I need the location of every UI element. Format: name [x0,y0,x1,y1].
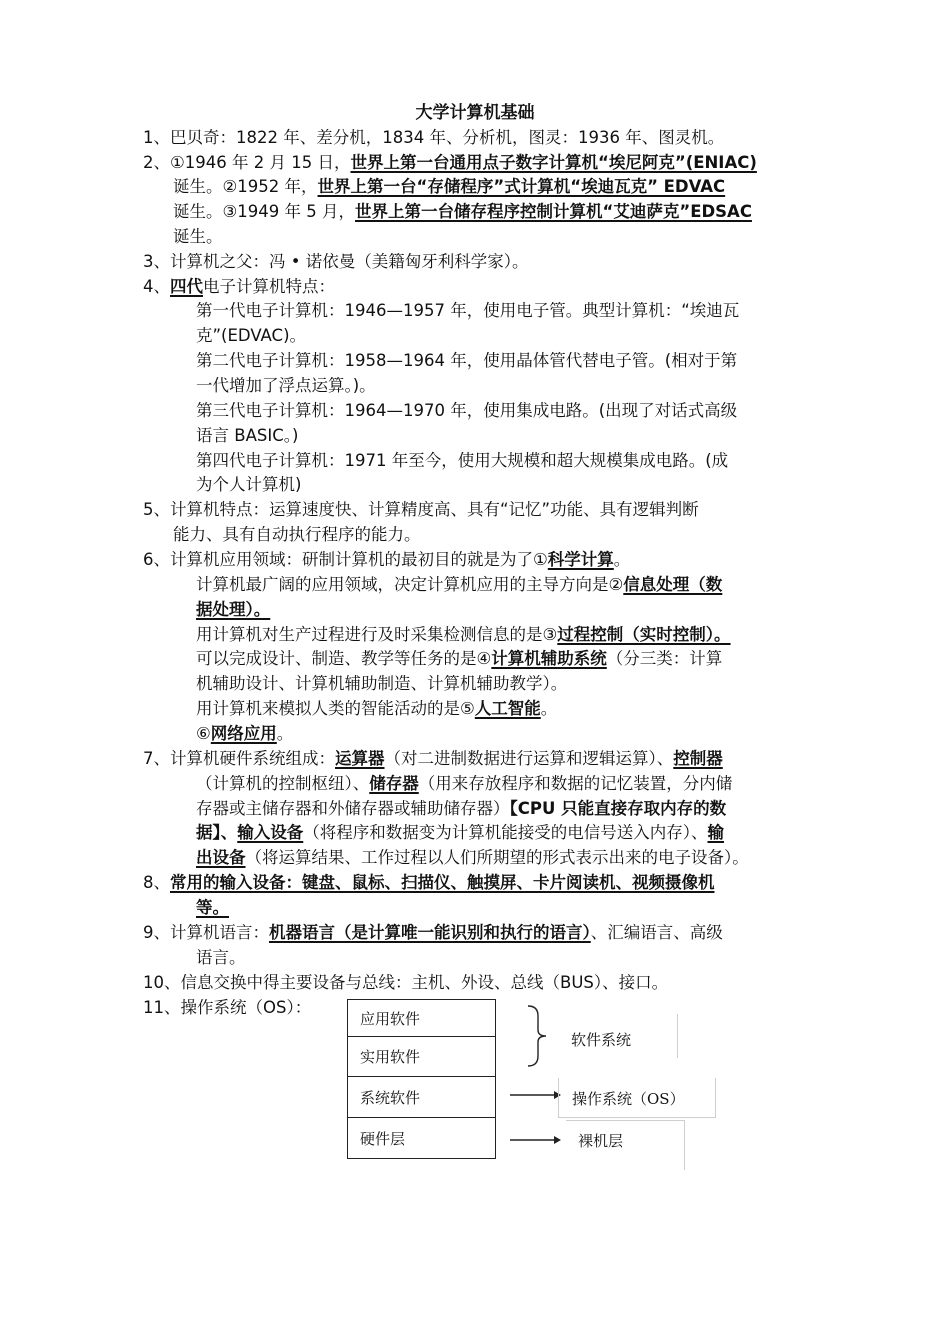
text-line [173,176,725,198]
arrow-right-icon [510,1133,562,1147]
bare-machine-label: 裸机层 [578,1132,624,1150]
text-run: 计算机最广阔的应用领域，决定计算机应用的主导方向是② [196,575,624,594]
text-run: 3、计算机之父：冯 • 诺依曼（美籍匈牙利科学家）。 [143,252,529,271]
text-run: 。 [613,550,631,569]
text-run: 诞生。②1952 年， [173,177,318,196]
text-run: 8、 [143,873,170,892]
box-edge [715,1078,716,1118]
text-line [196,400,737,422]
emphasized-text: 世界上第一台储存程序控制计算机“艾迪萨克”EDSAC [355,202,752,221]
box-edge [566,1120,684,1121]
text-run: 克”(EDVAC)。 [196,326,307,345]
text-line [143,549,630,571]
emphasized-text: 网络应用 [210,724,277,743]
layer-label: 硬件层 [360,1129,406,1148]
text-line [143,922,723,944]
text-run: 1、巴贝奇：1822 年、差分机，1834 年、分析机，图灵：1936 年、图灵机。 [143,128,725,147]
text-line [196,698,557,720]
text-run: 语言。 [196,948,246,967]
text-line [196,947,246,969]
software-system-label: 软件系统 [571,1031,632,1049]
text-line [143,997,311,1019]
layer-hardware [347,1117,496,1159]
text-run: 。 [276,724,294,743]
emphasized-text: 科学计算 [547,550,614,569]
text-run: （计算机的控制枢纽）、 [196,774,370,793]
text-run: 6、计算机应用领域：研制计算机的最初目的就是为了① [143,550,548,569]
text-line [196,624,731,646]
emphasized-text: 储存器 [369,774,419,793]
text-run: 4、 [143,277,170,296]
text-line [173,226,223,248]
text-run: 第四代电子计算机：1971 年至今，使用大规模和超大规模集成电路。(成 [196,451,729,470]
text-line [196,773,732,795]
text-run: 诞生。③1949 年 5 月， [173,202,356,221]
text-line [196,897,229,919]
text-run: 。 [540,699,558,718]
emphasized-text: 计算机辅助系统 [491,649,607,668]
emphasized-text: 运算器 [335,749,385,768]
text-run: （对二进制数据进行运算和逻辑运算）、 [384,749,674,768]
emphasized-text: 输入设备 [237,823,304,842]
text-line [196,847,749,869]
emphasized-text: 【CPU 只能直接存取内存的数 [509,799,727,818]
emphasized-text: 据处理）。 [196,600,271,619]
text-run: 10、信息交换中得主要设备与总线：主机、外设、总线（BUS）、接口。 [143,973,669,992]
text-line [143,499,699,521]
text-run: 5、计算机特点：运算速度快、计算精度高、具有“记忆”功能、具有逻辑判断 [143,500,699,519]
emphasized-text: 输 [707,823,724,842]
text-line [143,152,757,174]
text-line [196,599,270,621]
layer-label: 实用软件 [360,1048,421,1066]
emphasized-text: 控制器 [673,749,723,768]
emphasized-text: 世界上第一台通用点子数字计算机“埃尼阿克”(ENIAC) [350,153,757,172]
text-line [196,648,722,670]
emphasized-text: 四代 [170,277,203,296]
text-line [173,524,421,546]
text-run: 第三代电子计算机：1964—1970 年，使用集成电路。(出现了对话式高级 [196,401,738,420]
arrow-right-icon [510,1088,562,1102]
text-run: 用计算机来模拟人类的智能活动的是⑤ [196,699,475,718]
text-line [143,872,715,894]
os-label: 操作系统（OS） [572,1090,685,1108]
emphasized-text: 过程控制（实时控制）。 [557,625,731,644]
emphasized-text: 信息处理（数 [623,575,723,594]
box-edge [558,1078,559,1118]
text-run: 11、操作系统（OS）： [143,998,312,1017]
layer-application-software [347,999,496,1037]
text-run: 诞生。 [173,227,223,246]
text-line [196,300,739,322]
layer-label: 系统软件 [360,1088,421,1107]
text-line [196,723,293,745]
text-line [196,474,301,496]
text-line [143,972,668,994]
box-edge [558,1117,716,1118]
emphasized-text: 机器语言（是计算唯一能识别和执行的语言） [269,923,591,942]
text-line [196,350,737,372]
text-run: 能力、具有自动执行程序的能力。 [173,525,421,544]
emphasized-text: 等。 [196,898,229,917]
text-run: （将程序和数据变为计算机能接受的电信号送入内存）、 [303,823,708,842]
text-line [196,798,726,820]
text-run: 一代增加了浮点运算。)。 [196,376,376,395]
emphasized-text: 人工智能 [474,699,541,718]
text-line [196,574,722,596]
text-run: 为个人计算机) [196,475,302,494]
text-run: 机辅助设计、计算机辅助制造、计算机辅助教学）。 [196,674,568,693]
emphasized-text: 世界上第一台“存储程序”式计算机“埃迪瓦克” EDVAC [317,177,726,196]
text-line [196,822,724,844]
text-run: 用计算机对生产过程进行及时采集检测信息的是③ [196,625,558,644]
emphasized-text: 出设备 [196,848,246,867]
text-line [196,450,728,472]
text-line [196,425,298,447]
text-run: 第一代电子计算机：1946—1957 年，使用电子管。典型计算机：“埃迪瓦 [196,301,740,320]
text-run: 、汇编语言、高级 [590,923,723,942]
emphasized-text: 据】、 [196,823,238,842]
box-edge [677,1014,678,1058]
text-line [196,325,306,347]
text-run: 语言 BASIC。) [196,426,299,445]
text-line [143,748,723,770]
emphasized-text: 常用的输入设备：键盘、鼠标、扫描仪、触摸屏、卡片阅读机、视频摄像机 [170,873,715,892]
layer-utility-software [347,1036,496,1077]
right-brace-icon [520,1004,560,1068]
text-line [143,251,528,273]
text-line [173,201,752,223]
text-line [143,127,724,149]
text-run: 可以完成设计、制造、教学等任务的是④ [196,649,492,668]
text-line [196,375,376,397]
text-run: （分三类：计算 [606,649,723,668]
document-title: 大学计算机基础 [415,103,535,123]
text-run: ⑥ [196,724,211,743]
text-run: （用来存放程序和数据的记忆装置，分内储 [418,774,733,793]
text-run: 存器或主储存器和外储存器或辅助储存器） [196,799,510,818]
text-run: 第二代电子计算机：1958—1964 年，使用晶体管代替电子管。(相对于第 [196,351,738,370]
text-run: 电子计算机特点： [203,277,335,296]
text-run: 7、计算机硬件系统组成： [143,749,335,768]
layer-label: 应用软件 [360,1009,421,1028]
layer-system-software [347,1076,496,1118]
text-run: 9、计算机语言： [143,923,269,942]
text-run: （将运算结果、工作过程以人们所期望的形式表示出来的电子设备）。 [245,848,749,867]
text-line [143,276,335,298]
box-edge [684,1120,685,1170]
text-run: 2、①1946 年 2 月 15 日， [143,153,351,172]
text-line [196,673,567,695]
